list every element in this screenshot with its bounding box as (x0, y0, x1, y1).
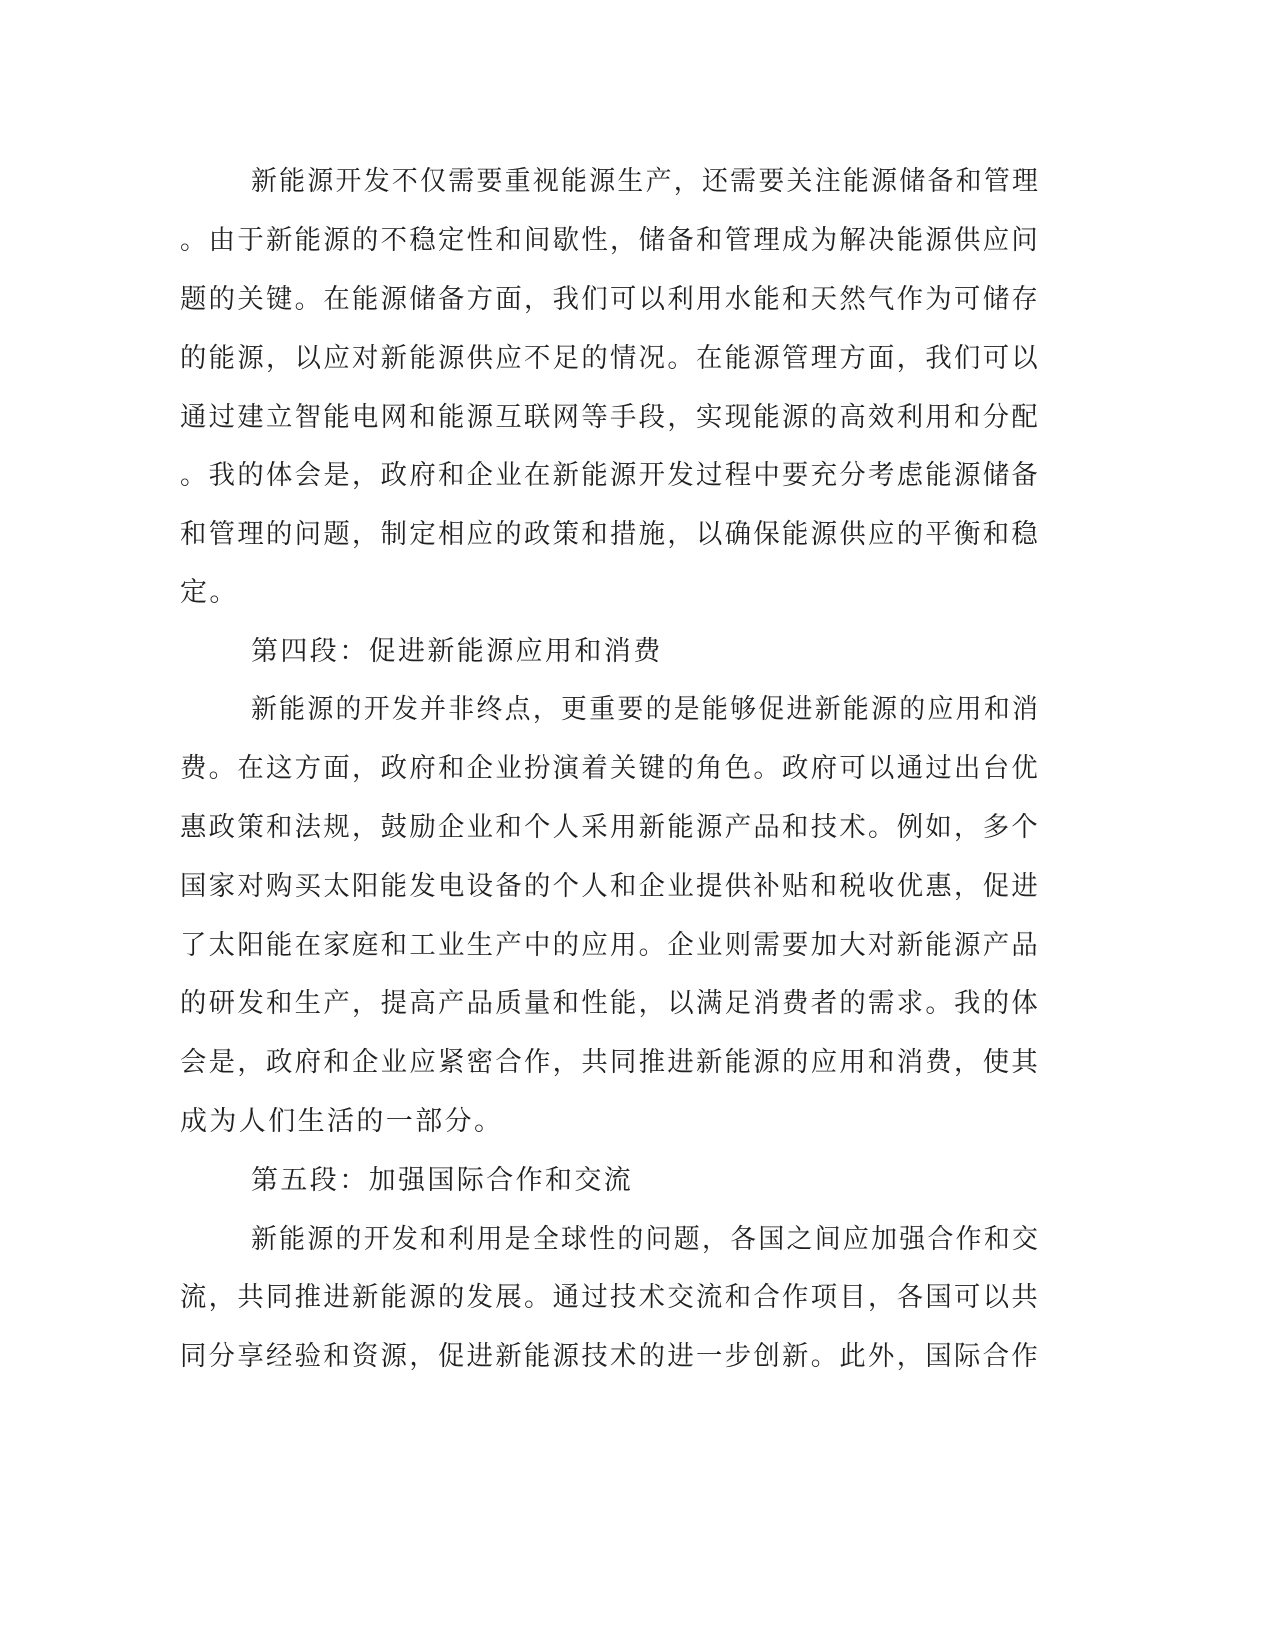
text-line: 的研发和生产，提高产品质量和性能，以满足消费者的需求。我的体 (180, 988, 1041, 1019)
text-line: 新能源的开发和利用是全球性的问题，各国之间应加强合作和交 (251, 1224, 1041, 1255)
text-line: 惠政策和法规，鼓励企业和个人采用新能源产品和技术。例如，多个 (180, 812, 1041, 843)
text-line: 成为人们生活的一部分。 (180, 1106, 504, 1137)
text-line: 国家对购买太阳能发电设备的个人和企业提供补贴和税收优惠，促进 (180, 871, 1041, 902)
text-line: 。我的体会是，政府和企业在新能源开发过程中要充分考虑能源储备 (180, 460, 1041, 491)
text-line: 定。 (180, 577, 239, 608)
text-line: 会是，政府和企业应紧密合作，共同推进新能源的应用和消费，使其 (180, 1047, 1041, 1078)
text-line: 的能源，以应对新能源供应不足的情况。在能源管理方面，我们可以 (180, 343, 1041, 374)
section-heading: 第四段：促进新能源应用和消费 (251, 636, 663, 667)
text-line: 新能源开发不仅需要重视能源生产，还需要关注能源储备和管理 (251, 166, 1041, 197)
text-line: 通过建立智能电网和能源互联网等手段，实现能源的高效利用和分配 (180, 402, 1041, 433)
text-line: 。由于新能源的不稳定性和间歇性，储备和管理成为解决能源供应问 (180, 225, 1041, 256)
text-line: 费。在这方面，政府和企业扮演着关键的角色。政府可以通过出台优 (180, 753, 1041, 784)
text-line: 新能源的开发并非终点，更重要的是能够促进新能源的应用和消 (251, 694, 1041, 725)
text-line: 同分享经验和资源，促进新能源技术的进一步创新。此外，国际合作 (180, 1341, 1041, 1372)
text-line: 和管理的问题，制定相应的政策和措施，以确保能源供应的平衡和稳 (180, 519, 1041, 550)
text-line: 流，共同推进新能源的发展。通过技术交流和合作项目，各国可以共 (180, 1282, 1041, 1313)
text-line: 了太阳能在家庭和工业生产中的应用。企业则需要加大对新能源产品 (180, 930, 1041, 961)
text-line: 题的关键。在能源储备方面，我们可以利用水能和天然气作为可储存 (180, 284, 1041, 315)
section-heading: 第五段：加强国际合作和交流 (251, 1165, 634, 1196)
